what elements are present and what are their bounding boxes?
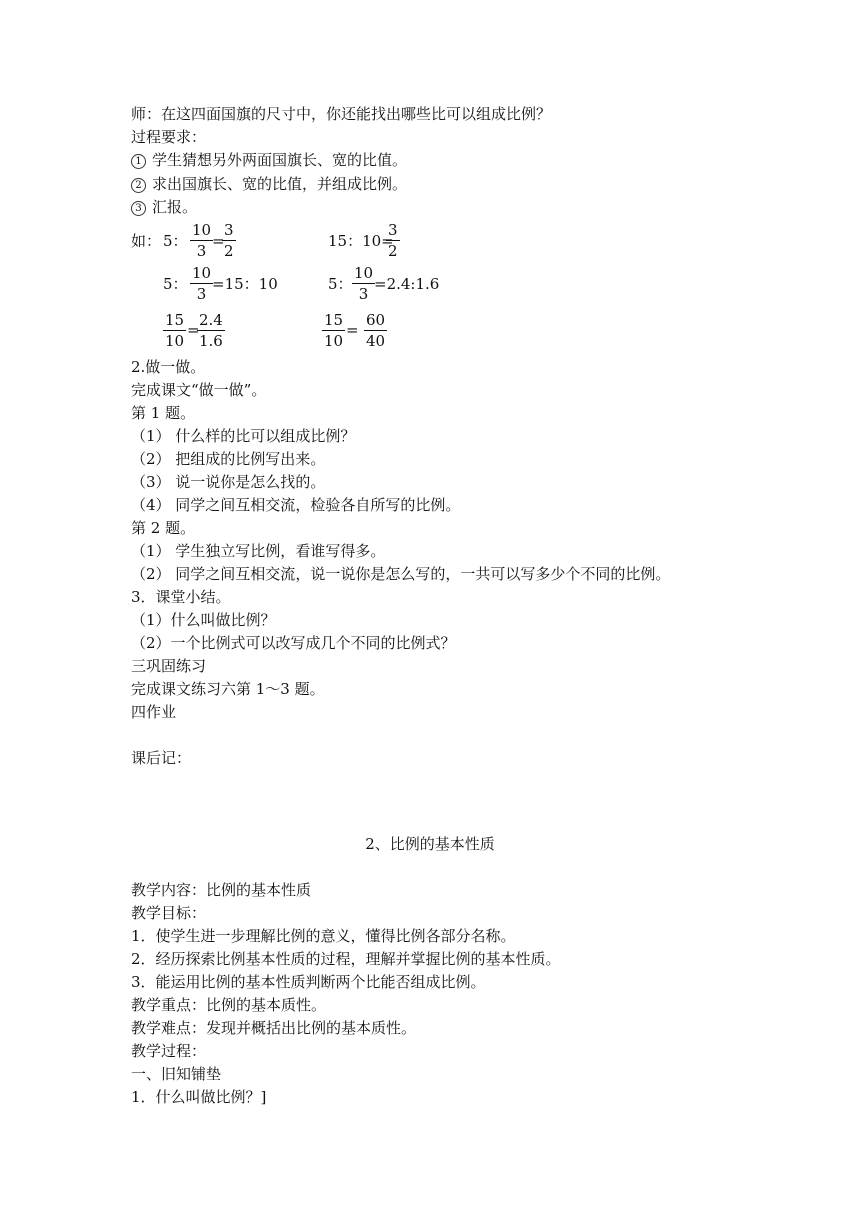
circled-number-1: 1 xyxy=(131,154,146,169)
step-3: 3 汇报。 xyxy=(131,197,197,217)
text-line: 教学重点：比例的基本质性。 xyxy=(131,996,327,1014)
circled-number-3: 3 xyxy=(131,201,146,216)
teacher-question: 师：在这四面国旗的尺寸中，你还能找出哪些比可以组成比例？ xyxy=(131,105,552,123)
text-line: 3．能运用比例的基本性质判断两个比能否组成比例。 xyxy=(131,973,486,991)
step-1: 1 学生猜想另外两面国旗长、宽的比值。 xyxy=(131,150,407,170)
fraction: $\frac{15}{10}$ xyxy=(324,311,344,350)
examples-prefix: 如： xyxy=(131,232,162,250)
text-line: 教学难点：发现并概括出比例的基本质性。 xyxy=(131,1019,417,1037)
text-line: 第 1 题。 xyxy=(131,404,196,422)
fraction: $\frac{3}{2}$ xyxy=(388,221,398,260)
equals-sign: = xyxy=(346,321,359,339)
example-4-left: 5： xyxy=(328,275,353,293)
example-1-left: 5： xyxy=(163,232,188,250)
example-4-right: =2.4:1.6 xyxy=(374,275,440,293)
fraction: $\frac{10}{3}$ xyxy=(354,264,374,303)
requirements-title: 过程要求： xyxy=(131,128,207,146)
equals-sign: = xyxy=(187,321,200,339)
text-line: 三巩固练习 xyxy=(131,657,207,675)
equals-sign: = xyxy=(212,232,225,250)
text-line: 1．使学生进一步理解比例的意义，懂得比例各部分名称。 xyxy=(131,927,516,945)
text-line: 教学内容：比例的基本性质 xyxy=(131,881,312,899)
example-2-left: 15：10= xyxy=(328,232,394,250)
text-line: 完成课文练习六第 1～3 题。 xyxy=(131,680,325,698)
text-line: 2．经历探索比例基本性质的过程，理解并掌握比例的基本性质。 xyxy=(131,950,561,968)
text-line: 3．课堂小结。 xyxy=(131,588,231,606)
after-class-notes: 课后记： xyxy=(131,749,192,767)
text-line: 四作业 xyxy=(131,703,177,721)
text-line: （1） 什么样的比可以组成比例？ xyxy=(131,427,356,445)
fraction: $\frac{10}{3}$ xyxy=(192,264,212,303)
text-line: （2）一个比例式可以改写成几个不同的比例式？ xyxy=(131,634,456,652)
circled-number-2: 2 xyxy=(131,178,146,193)
text-line: （2） 同学之间互相交流，说一说你是怎么写的，一共可以写多少个不同的比例。 xyxy=(131,565,671,583)
step-2: 2 求出国旗长、宽的比值，并组成比例。 xyxy=(131,174,407,194)
fraction: $\frac{60}{40}$ xyxy=(366,311,386,350)
example-3-right: =15：10 xyxy=(212,275,278,293)
text-line: （1）什么叫做比例？ xyxy=(131,611,276,629)
text-line: 2.做一做。 xyxy=(131,358,206,376)
fraction: $\frac{2.4}{1.6}$ xyxy=(199,311,223,350)
text-line: 教学目标： xyxy=(131,904,207,922)
fraction: $\frac{3}{2}$ xyxy=(224,221,234,260)
text-line: 完成课文“做一做”。 xyxy=(131,381,267,399)
text-line: 一、旧知铺垫 xyxy=(131,1065,222,1083)
fraction: $\frac{15}{10}$ xyxy=(165,311,185,350)
text-line: （1） 学生独立写比例，看谁写得多。 xyxy=(131,542,386,560)
text-line: 教学过程： xyxy=(131,1042,207,1060)
text-line: 1．什么叫做比例？] xyxy=(131,1088,267,1106)
text-line: （3） 说一说你是怎么找的。 xyxy=(131,473,326,491)
text-line: （4） 同学之间互相交流，检验各自所写的比例。 xyxy=(131,496,461,514)
example-3-left: 5： xyxy=(163,275,188,293)
text-line: （2） 把组成的比例写出来。 xyxy=(131,450,326,468)
text-line: 第 2 题。 xyxy=(131,519,196,537)
fraction: $\frac{10}{3}$ xyxy=(192,221,212,260)
section-title: 2、比例的基本性质 xyxy=(365,835,495,853)
